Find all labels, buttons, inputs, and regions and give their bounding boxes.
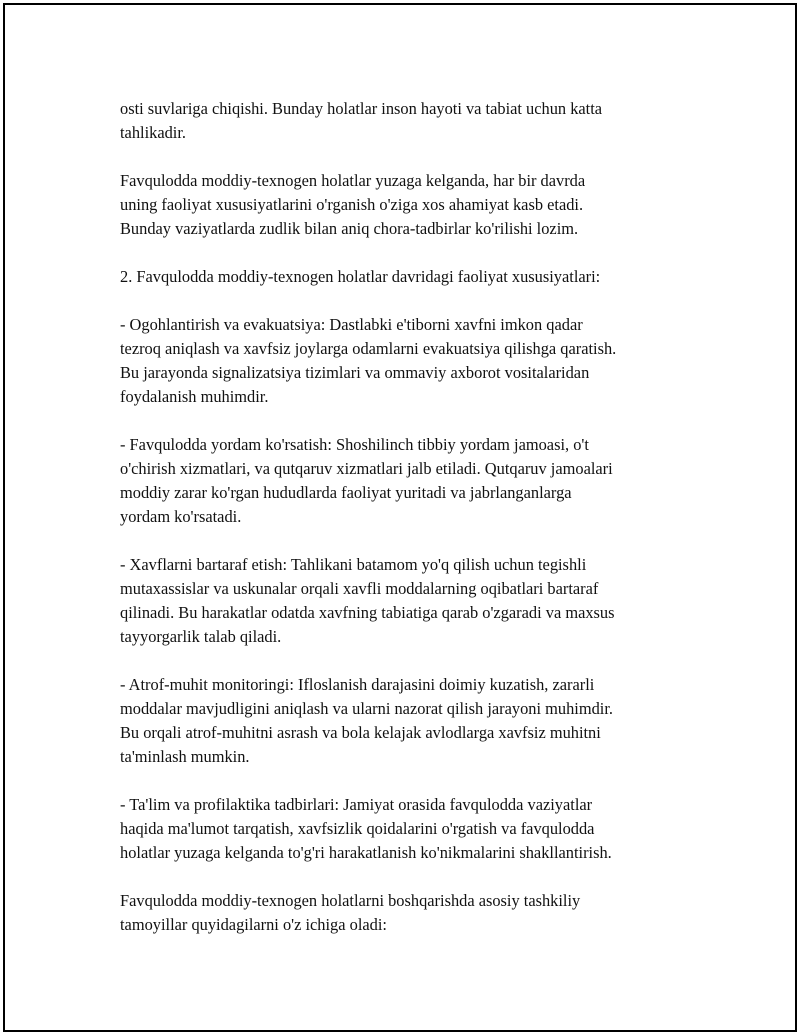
list-item-warning-evacuation: - Ogohlantirish va evakuatsiya: Dastlabki e'tiborni xavfni imkon qadar tezroq aniqlash va xavfsiz joylarga odamlarni evakuatsiya qilishga qaratish. Bu jarayonda signalizatsiya tizimlari va ommaviy axborot vositalaridan foydalanish muhimdir. xyxy=(120,315,617,406)
section-heading-2: 2. Favqulodda moddiy-texnogen holatlar davridagi faoliyat xususiyatlari: xyxy=(120,267,601,286)
document-body xyxy=(120,97,700,937)
paragraph-features-context: Favqulodda moddiy-texnogen holatlar yuzaga kelganda, har bir davrda uning faoliyat xususiyatlarini o'rganish o'ziga xos ahamiyat kasb etadi. Bunday vaziyatlarda zudlik bilan aniq chora-tadbirlar ko'rilishi lozim. xyxy=(120,171,586,238)
list-item-environmental-monitoring: - Atrof-muhit monitoringi: Ifloslanish darajasini doimiy kuzatish, zararli moddalar mavjudligini aniqlash va ularni nazorat qilish jarayoni muhimdir. Bu orqali atrof-muhitni asrash va bola kelajak avlodlarga xavfsiz muhitni ta'minlash mumkin. xyxy=(120,675,613,766)
list-item-emergency-assistance: - Favqulodda yordam ko'rsatish: Shoshilinch tibbiy yordam jamoasi, o't o'chirish xizmatlari, va qutqaruv xizmatlari jalb etiladi. Qutqaruv jamoalari moddiy zarar ko'rgan hududlarda faoliyat yuritadi va jabrlanganlarga yordam ko'rsatadi. xyxy=(120,435,613,526)
paragraph-intro-continuation: osti suvlariga chiqishi. Bunday holatlar inson hayoti va tabiat uchun katta tahlikadir. xyxy=(120,99,603,142)
list-item-education-prevention: - Ta'lim va profilaktika tadbirlari: Jamiyat orasida favqulodda vaziyatlar haqida ma'lumot tarqatish, xavfsizlik qoidalarini o'rgatish va favqulodda holatlar yuzaga kelganda to'g'ri harakatlanish ko'nikmalarini shakllantirish. xyxy=(120,795,612,862)
paragraph-principles-intro: Favqulodda moddiy-texnogen holatlarni boshqarishda asosiy tashkiliy tamoyillar quyidagilarni o'z ichiga oladi: xyxy=(120,891,581,934)
list-item-hazard-elimination: - Xavflarni bartaraf etish: Tahlikani batamom yo'q qilish uchun tegishli mutaxassislar va uskunalar orqali xavfli moddalarning oqibatlari bartaraf qilinadi. Bu harakatlar odatda xavfning tabiatiga qarab o'zgaradi va maxsus tayyorgarlik talab qiladi. xyxy=(120,555,615,646)
page-frame xyxy=(3,3,797,1032)
